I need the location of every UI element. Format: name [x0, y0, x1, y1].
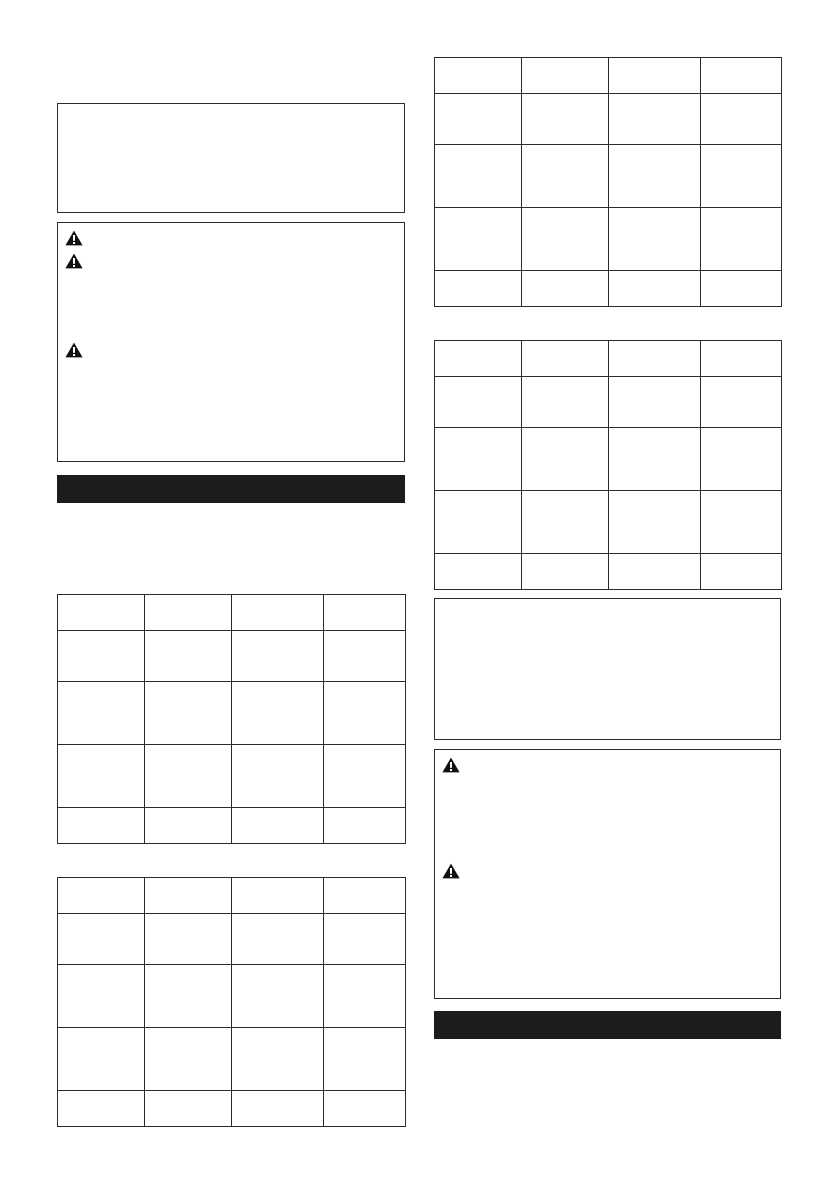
table-cell: [145, 682, 232, 745]
table-cell: [58, 595, 145, 631]
table-cell: [701, 554, 782, 590]
table-cell: [435, 58, 522, 94]
table-cell: [701, 428, 782, 491]
table-row: [435, 341, 782, 377]
table-cell: [232, 631, 324, 682]
table-cell: [609, 145, 701, 208]
table-cell: [701, 208, 782, 271]
table-cell: [435, 94, 522, 145]
table-cell: [522, 208, 609, 271]
section-header-bar-right: [434, 1011, 781, 1039]
table-row: [435, 145, 782, 208]
spec-table-1: [57, 594, 406, 844]
table-cell: [701, 145, 782, 208]
table-cell: [145, 631, 232, 682]
table-cell: [609, 491, 701, 554]
table-cell: [522, 377, 609, 428]
table-row: [58, 808, 406, 844]
table-row: [58, 1028, 406, 1091]
table-cell: [522, 58, 609, 94]
table-cell: [701, 491, 782, 554]
table-row: [58, 682, 406, 745]
table-cell: [324, 631, 406, 682]
table-cell: [324, 682, 406, 745]
table-cell: [609, 554, 701, 590]
table-cell: [58, 745, 145, 808]
table-cell: [232, 745, 324, 808]
warning-box-left: [57, 222, 405, 462]
table-cell: [609, 94, 701, 145]
table-cell: [58, 878, 145, 914]
table-row: [435, 58, 782, 94]
table-cell: [522, 491, 609, 554]
table-cell: [145, 1091, 232, 1127]
table-cell: [58, 1091, 145, 1127]
table-cell: [58, 682, 145, 745]
table-cell: [324, 878, 406, 914]
table-cell: [435, 208, 522, 271]
table-cell: [324, 914, 406, 965]
section-header-bar-left: [57, 475, 405, 503]
table-cell: [58, 914, 145, 965]
table-row: [58, 595, 406, 631]
table-row: [435, 94, 782, 145]
table-cell: [701, 341, 782, 377]
table-cell: [58, 965, 145, 1028]
table-cell: [522, 271, 609, 307]
table-cell: [522, 428, 609, 491]
table-cell: [324, 745, 406, 808]
table-cell: [232, 914, 324, 965]
table-cell: [232, 965, 324, 1028]
table-cell: [435, 554, 522, 590]
table-cell: [609, 58, 701, 94]
table-cell: [609, 271, 701, 307]
warning-triangle-icon: [65, 253, 83, 269]
table-cell: [324, 965, 406, 1028]
table-row: [58, 1091, 406, 1127]
table-cell: [145, 808, 232, 844]
table-cell: [145, 965, 232, 1028]
table-cell: [232, 1028, 324, 1091]
table-cell: [701, 377, 782, 428]
table-cell: [609, 377, 701, 428]
note-box-left: [57, 103, 405, 213]
table-cell: [522, 94, 609, 145]
warning-triangle-icon: [442, 757, 460, 773]
table-cell: [522, 145, 609, 208]
table-row: [58, 914, 406, 965]
table-cell: [145, 595, 232, 631]
warning-box-right: [434, 749, 781, 999]
table-cell: [145, 878, 232, 914]
table-cell: [324, 1028, 406, 1091]
warning-triangle-icon: [65, 342, 83, 358]
table-row: [435, 208, 782, 271]
table-cell: [701, 271, 782, 307]
table-cell: [701, 58, 782, 94]
table-row: [435, 491, 782, 554]
table-cell: [324, 1091, 406, 1127]
table-cell: [435, 428, 522, 491]
table-row: [58, 878, 406, 914]
warning-triangle-icon: [65, 230, 83, 246]
spec-table-2: [57, 877, 406, 1127]
table-cell: [232, 808, 324, 844]
table-row: [435, 428, 782, 491]
table-cell: [435, 377, 522, 428]
note-box-right: [434, 598, 781, 740]
table-row: [435, 377, 782, 428]
table-cell: [609, 428, 701, 491]
table-cell: [435, 271, 522, 307]
table-cell: [58, 1028, 145, 1091]
table-cell: [232, 682, 324, 745]
table-cell: [232, 878, 324, 914]
warning-triangle-icon: [442, 863, 460, 879]
table-cell: [435, 145, 522, 208]
table-cell: [58, 808, 145, 844]
table-cell: [58, 631, 145, 682]
table-cell: [522, 554, 609, 590]
spec-table-3: [434, 57, 782, 307]
table-cell: [435, 491, 522, 554]
table-row: [58, 745, 406, 808]
table-row: [435, 554, 782, 590]
spec-table-4: [434, 340, 782, 590]
table-cell: [145, 914, 232, 965]
table-cell: [324, 595, 406, 631]
table-row: [58, 965, 406, 1028]
table-cell: [522, 341, 609, 377]
table-cell: [232, 1091, 324, 1127]
table-cell: [145, 745, 232, 808]
table-cell: [145, 1028, 232, 1091]
table-cell: [324, 808, 406, 844]
table-cell: [609, 208, 701, 271]
table-row: [58, 631, 406, 682]
table-cell: [609, 341, 701, 377]
table-row: [435, 271, 782, 307]
table-cell: [701, 94, 782, 145]
table-cell: [435, 341, 522, 377]
table-cell: [232, 595, 324, 631]
